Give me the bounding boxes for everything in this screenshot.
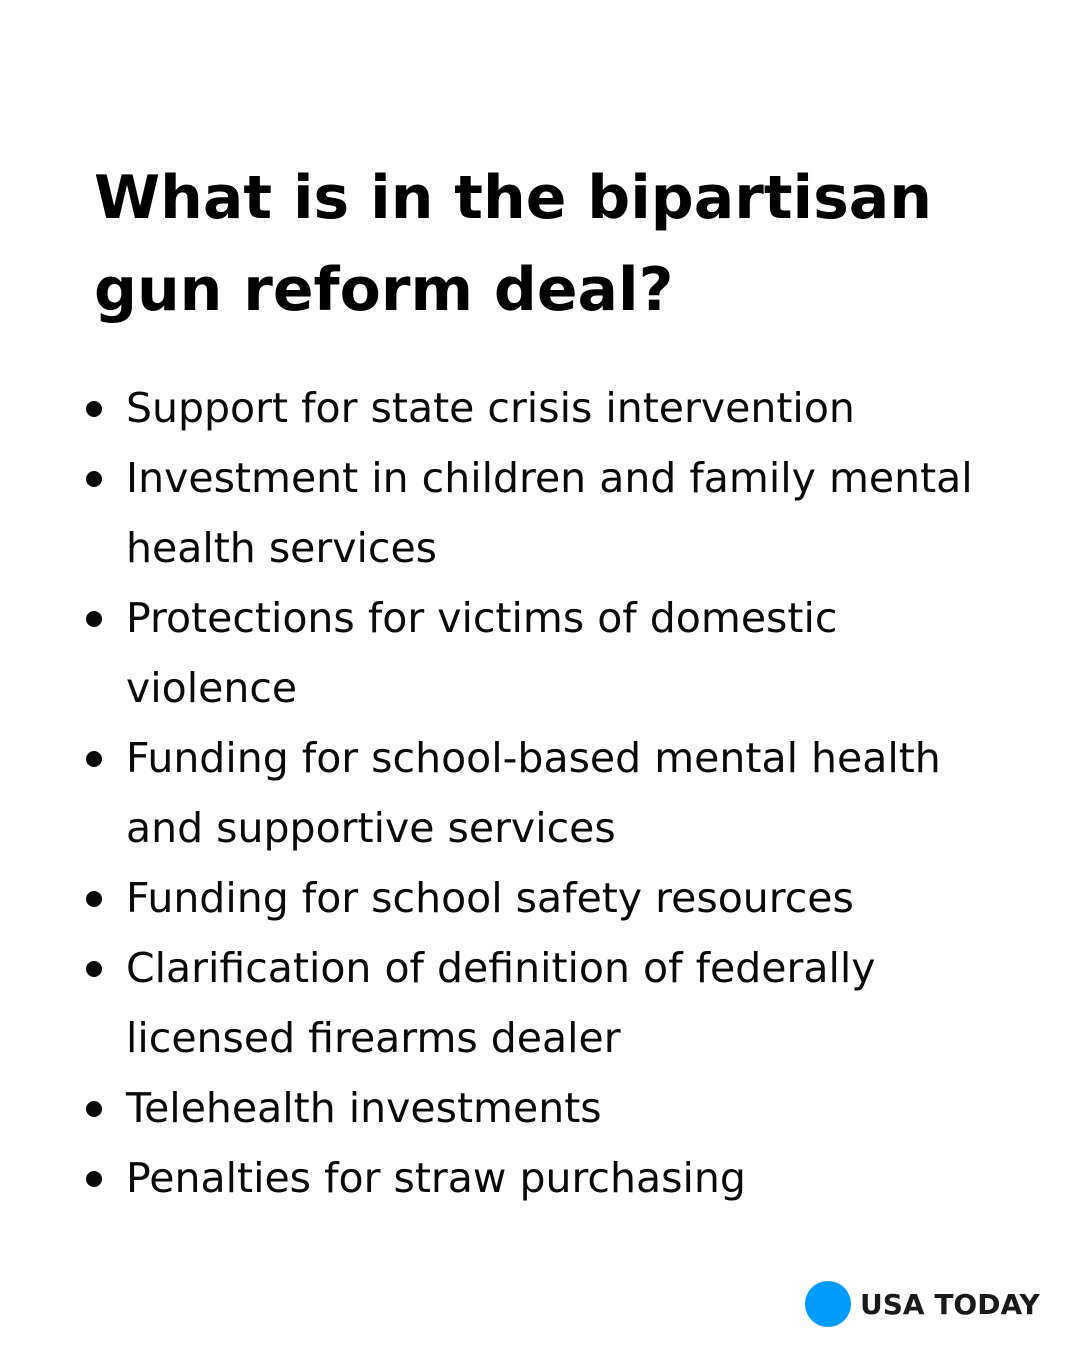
bullet-list <box>0 373 1080 1213</box>
bullet-dot-icon <box>86 471 102 487</box>
blue-circle-logo-icon <box>805 1281 851 1327</box>
bullet-dot-icon <box>86 611 102 627</box>
list-item-text: Clarification of definition of federally licensed firearms dealer <box>126 944 876 1062</box>
bullet-dot-icon <box>86 1101 102 1117</box>
list-item-text: Funding for school-based mental health and supportive services <box>126 734 941 852</box>
list-item-text: Funding for school safety resources <box>126 874 854 922</box>
list-item <box>0 1143 1080 1213</box>
brand-name: USA TODAY <box>860 1287 1040 1321</box>
bullet-dot-icon <box>86 891 102 907</box>
list-item <box>0 443 1080 583</box>
list-item <box>0 373 1080 443</box>
brand-logo <box>805 1280 1040 1328</box>
list-item <box>0 1073 1080 1143</box>
list-item-text: Telehealth investments <box>126 1084 602 1132</box>
list-item-text: Protections for victims of domestic violence <box>126 594 838 712</box>
bullet-dot-icon <box>86 401 102 417</box>
list-item <box>0 583 1080 723</box>
list-item-text: Investment in children and family mental health services <box>126 454 973 572</box>
list-item-text: Penalties for straw purchasing <box>126 1154 746 1202</box>
list-item <box>0 863 1080 933</box>
page-title: What is in the bipartisan gun reform deal? <box>94 163 932 325</box>
bullet-dot-icon <box>86 961 102 977</box>
list-item <box>0 723 1080 863</box>
list-item <box>0 933 1080 1073</box>
list-item-text: Support for state crisis intervention <box>126 384 855 432</box>
bullet-dot-icon <box>86 751 102 767</box>
bullet-dot-icon <box>86 1171 102 1187</box>
